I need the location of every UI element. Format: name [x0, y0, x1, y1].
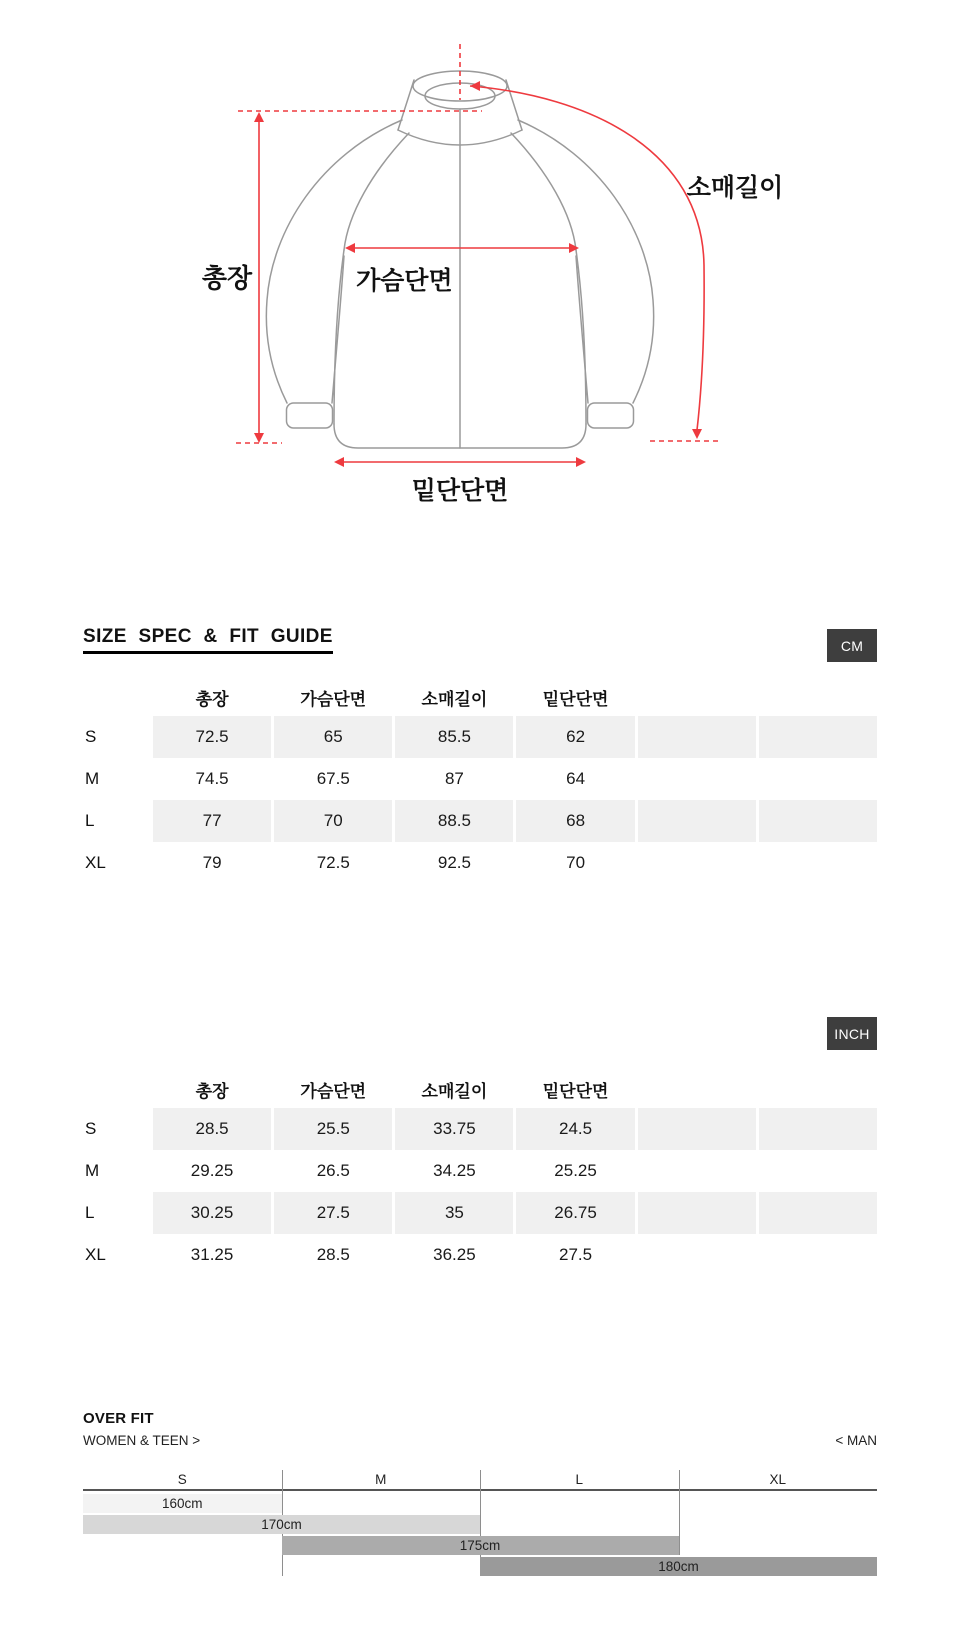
empty-cell — [759, 1150, 877, 1192]
size-value: 70 — [274, 800, 392, 842]
table-row — [83, 1234, 877, 1276]
empty-cell — [638, 800, 756, 842]
size-value: 77 — [153, 800, 271, 842]
empty-cell — [638, 716, 756, 758]
column-header: 소매길이 — [421, 1082, 488, 1101]
size-table-inch — [83, 1071, 877, 1276]
fit-range-bar: 175cm — [282, 1536, 679, 1555]
size-value: 27.5 — [559, 1245, 593, 1264]
empty-cell — [759, 1192, 877, 1234]
inch-unit-badge: INCH — [827, 1017, 877, 1050]
empty-cell — [638, 1234, 756, 1276]
size-value: 64 — [566, 769, 586, 788]
empty-cell — [759, 800, 877, 842]
size-value: 25.25 — [554, 1161, 597, 1180]
size-value: 35 — [395, 1192, 513, 1234]
table-row — [83, 758, 877, 800]
table-row — [83, 800, 877, 842]
column-header: 총장 — [195, 690, 229, 709]
empty-header-cell — [759, 1071, 877, 1108]
size-value: 92.5 — [437, 853, 471, 872]
column-header: 가슴단면 — [300, 690, 367, 709]
empty-cell — [638, 1192, 756, 1234]
size-value: 87 — [444, 769, 464, 788]
size-label: S — [85, 727, 97, 746]
size-value: 34.25 — [433, 1161, 476, 1180]
empty-cell — [759, 1108, 877, 1150]
size-value: 25.5 — [274, 1108, 392, 1150]
column-header: 소매길이 — [421, 690, 488, 709]
size-value: 27.5 — [274, 1192, 392, 1234]
empty-header-cell — [759, 679, 877, 716]
empty-cell — [759, 1234, 877, 1276]
size-value: 85.5 — [395, 716, 513, 758]
size-value: 68 — [516, 800, 634, 842]
jacket-diagram — [0, 0, 960, 520]
size-label: M — [85, 769, 100, 788]
size-label: XL — [85, 1245, 106, 1264]
overfit-women-teen-label: WOMEN & TEEN > — [83, 1433, 201, 1448]
size-value: 62 — [516, 716, 634, 758]
fit-size-header: L — [575, 1472, 583, 1487]
overfit-heading: OVER FIT — [83, 1410, 154, 1427]
fit-size-header: XL — [769, 1472, 786, 1487]
size-spec-heading: SIZE SPEC & FIT GUIDE — [83, 626, 333, 654]
size-table-cm — [83, 679, 877, 884]
size-value: 70 — [566, 853, 586, 872]
size-value: 65 — [274, 716, 392, 758]
overfit-man-label: < MAN — [835, 1433, 877, 1448]
size-label: S — [85, 1119, 97, 1138]
size-value: 88.5 — [395, 800, 513, 842]
size-value: 72.5 — [316, 853, 350, 872]
empty-cell — [759, 842, 877, 884]
size-value: 72.5 — [153, 716, 271, 758]
size-label: M — [85, 1161, 100, 1180]
column-header: 밑단단면 — [542, 690, 609, 709]
fit-size-header: S — [177, 1472, 187, 1487]
size-value: 67.5 — [316, 769, 350, 788]
size-label: L — [85, 1203, 95, 1222]
corner-cell — [83, 679, 150, 716]
size-value: 29.25 — [190, 1161, 234, 1180]
size-value: 36.25 — [433, 1245, 476, 1264]
table-row — [83, 842, 877, 884]
fit-chart-divider — [679, 1470, 680, 1555]
table-row — [83, 1150, 877, 1192]
cm-unit-badge: CM — [827, 629, 877, 662]
size-value: 31.25 — [190, 1245, 234, 1264]
table-row — [83, 716, 877, 758]
empty-cell — [638, 1108, 756, 1150]
size-value: 33.75 — [395, 1108, 513, 1150]
empty-cell — [638, 758, 756, 800]
size-value: 28.5 — [153, 1108, 271, 1150]
table-row — [83, 1192, 877, 1234]
table-row — [83, 1108, 877, 1150]
table-header-row — [83, 1071, 877, 1108]
size-value: 28.5 — [316, 1245, 350, 1264]
size-value: 26.75 — [516, 1192, 634, 1234]
fit-range-chart — [83, 1470, 877, 1580]
size-value: 30.25 — [153, 1192, 271, 1234]
empty-header-cell — [638, 679, 756, 716]
hem-width-label: 밑단단면 — [411, 477, 509, 505]
empty-cell — [638, 1150, 756, 1192]
size-value: 24.5 — [516, 1108, 634, 1150]
jacket-outline — [266, 71, 653, 448]
size-label: L — [85, 811, 95, 830]
total-length-label: 총장 — [201, 263, 253, 293]
empty-cell — [759, 758, 877, 800]
sleeve-length-label: 소매길이 — [686, 174, 784, 202]
fit-range-bar: 170cm — [83, 1515, 480, 1534]
size-value: 79 — [202, 853, 222, 872]
size-value: 74.5 — [195, 769, 229, 788]
empty-cell — [638, 842, 756, 884]
size-value: 26.5 — [316, 1161, 350, 1180]
column-header: 가슴단면 — [300, 1082, 367, 1101]
column-header: 밑단단면 — [542, 1082, 609, 1101]
size-label: XL — [85, 853, 106, 872]
fit-range-bar: 160cm — [83, 1494, 282, 1513]
column-header: 총장 — [195, 1082, 229, 1101]
empty-header-cell — [638, 1071, 756, 1108]
table-header-row — [83, 679, 877, 716]
empty-cell — [759, 716, 877, 758]
corner-cell — [83, 1071, 150, 1108]
fit-size-header: M — [375, 1472, 387, 1487]
chest-width-label: 가슴단면 — [356, 267, 453, 295]
fit-range-bar: 180cm — [480, 1557, 877, 1576]
